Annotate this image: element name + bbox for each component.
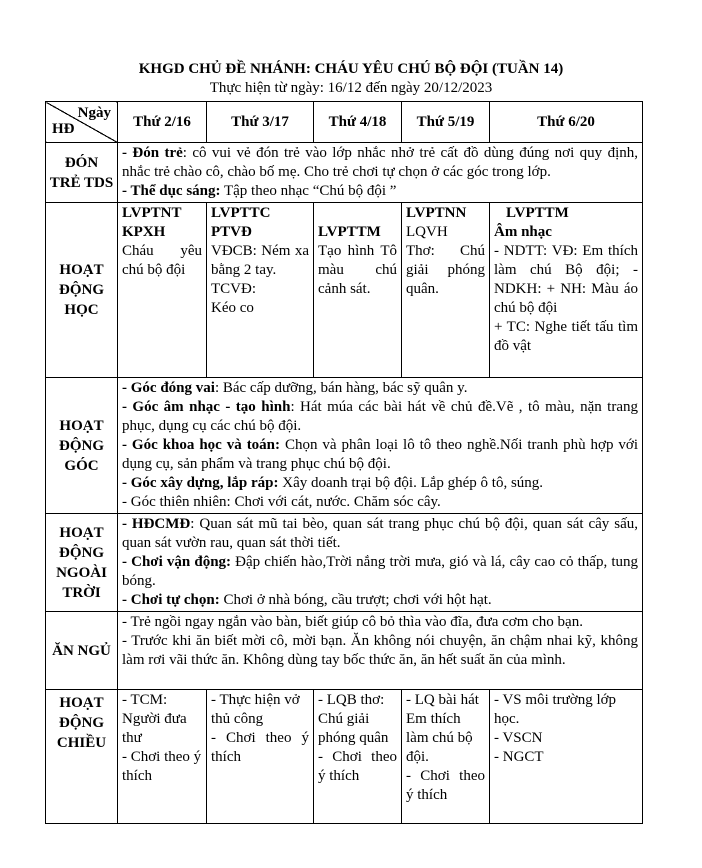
- chieu-3b: - Chơi theo ý thích: [318, 749, 397, 784]
- day-header-5: Thứ 6/20: [490, 102, 643, 143]
- goc-khoa-hoc-text: Chọn và phân loại lô tô theo nghề.Nối tranh phù hợp với dụng cụ, sản phẩm và trang phục chú bộ đội.: [122, 437, 639, 472]
- chieu-cell-1: [118, 690, 207, 824]
- hoc-subject-5b: Âm nhạc: [494, 224, 552, 240]
- row-chieu: [46, 690, 643, 824]
- goc-xay-dung-text: Xây doanh trại bộ đội. Lắp ghép ô tô, súng.: [278, 475, 544, 491]
- goc-khoa-hoc-title: - Góc khoa học và toán:: [122, 437, 281, 453]
- day-header-4: Thứ 5/19: [402, 102, 490, 143]
- hoc-cell-5: [490, 203, 643, 378]
- row-label-hoat-dong-hoc: HOẠT ĐỘNG HỌC: [46, 203, 118, 378]
- hoc-cell-2: [207, 203, 314, 378]
- row-label-hoat-dong-goc: HOẠT ĐỘNG GÓC: [46, 378, 118, 514]
- chieu-5c: - NGCT: [494, 749, 544, 765]
- chieu-cell-3: [314, 690, 402, 824]
- chieu-cell-5: [490, 690, 643, 824]
- goc-thien-nhien-text: - Góc thiên nhiên: Chơi với cát, nước. Chăm sóc cây.: [122, 494, 441, 510]
- choi-tu-chon-title: - Chơi tự chọn:: [122, 592, 220, 608]
- don-tre-title: - Đón trẻ: [122, 145, 183, 161]
- row-ngoai-troi: [46, 514, 643, 612]
- corner-day-label: Ngày: [77, 105, 111, 121]
- an-ngu-line-2: - Trước khi ăn biết mời cô, mời bạn. Ăn không nói chuyện, ăn chậm nhai kỹ, không làm rơi vãi thức ăn. Không dùng tay bốc thức ăn, ăn hết suất ăn của mình.: [122, 633, 638, 668]
- hoc-subject-4: LVPTNN: [406, 205, 467, 221]
- chieu-2b: - Chơi theo ý thích: [211, 730, 309, 765]
- choi-van-dong-title: - Chơi vận động:: [122, 554, 232, 570]
- day-header-3: Thứ 4/18: [314, 102, 402, 143]
- hoc-subject-2: LVPTTC PTVĐ: [211, 205, 271, 240]
- header-row: [46, 102, 643, 143]
- choi-van-dong-text: Đập chiến hào,Trời nắng trời mưa, gió và lá, cây cao cỏ thấp, tung bóng.: [122, 554, 638, 589]
- goc-am-nhac-text: : Hát múa các bài hát về chủ đề.Vẽ , tô màu, nặn trang phục, dụng cụ các chú bộ đội.: [122, 399, 638, 434]
- chieu-4a: - LQ bài hát Em thích làm chú bộ đội.: [406, 692, 479, 765]
- document-subtitle: Thực hiện từ ngày: 16/12 đến ngày 20/12/2023: [209, 80, 493, 96]
- hoc-cell-1: [118, 203, 207, 378]
- corner-cell: [46, 102, 118, 143]
- chieu-2a: - Thực hiện vở thủ công: [211, 692, 300, 727]
- goc-dong-vai-title: - Góc đóng vai: [122, 380, 215, 396]
- chieu-3a: - LQB thơ: Chú giải phóng quân: [318, 692, 389, 746]
- hdcmd-title: - HĐCMĐ: [122, 516, 191, 532]
- hoc-content-2c: Kéo co: [211, 300, 254, 316]
- the-duc-text: Tập theo nhạc “Chú bộ đội ”: [220, 183, 397, 199]
- document-title: KHGD CHỦ ĐỀ NHÁNH: CHÁU YÊU CHÚ BỘ ĐỘI (TUẦN 14): [138, 61, 564, 77]
- row-label-chieu: HOẠT ĐỘNG CHIỀU: [46, 690, 118, 824]
- hoc-subject-3: LVPTTM: [318, 224, 381, 240]
- goc-content: [118, 378, 643, 514]
- schedule-table: [45, 101, 643, 824]
- hoc-content-2b: TCVĐ:: [211, 281, 256, 297]
- don-tre-content: [118, 143, 643, 203]
- row-hoat-dong-goc: [46, 378, 643, 514]
- hoc-content-3: Tạo hình Tô màu chú cảnh sát.: [318, 243, 397, 297]
- row-don-tre: [46, 143, 643, 203]
- chieu-5a: - VS môi trường lớp học.: [494, 692, 617, 727]
- ngoai-troi-content: [118, 514, 643, 612]
- row-label-an-ngu: ĂN NGỦ: [46, 612, 118, 690]
- row-an-ngu: [46, 612, 643, 690]
- chieu-4b: - Chơi theo ý thích: [406, 768, 485, 803]
- hoc-cell-3: [314, 203, 402, 378]
- row-label-ngoai-troi: HOẠT ĐỘNG NGOÀI TRỜI: [46, 514, 118, 612]
- chieu-cell-4: [402, 690, 490, 824]
- hdcmd-text: : Quan sát mũ tai bèo, quan sát trang phục chú bộ đội, quan sát cây sấu, quan sát vườn rau, quan sát thời tiết.: [122, 516, 638, 551]
- hoc-subject-1: LVPTNT KPXH: [122, 205, 182, 240]
- an-ngu-line-1: - Trẻ ngồi ngay ngắn vào bàn, biết giúp cô bỏ thìa vào đĩa, đưa cơm cho bạn.: [122, 614, 583, 630]
- day-header-2: Thứ 3/17: [207, 102, 314, 143]
- hoc-content-5b: + TC: Nghe tiết tấu tìm đồ vật: [494, 319, 638, 354]
- corner-hd-label: HĐ: [52, 121, 75, 137]
- an-ngu-content: [118, 612, 643, 690]
- don-tre-text: : cô vui vẻ đón trẻ vào lớp nhắc nhở trẻ cất đồ dùng đúng nơi quy định, nhắc trẻ chào cô, chào bố mẹ. Cho trẻ chơi tự chọn ở các góc trong lớp.: [122, 145, 638, 180]
- the-duc-title: - Thể dục sáng:: [122, 183, 221, 199]
- goc-xay-dung-title: - Góc xây dựng, lắp ráp:: [122, 475, 279, 491]
- choi-tu-chon-text: Chơi ở nhà bóng, cầu trượt; chơi với hột hạt.: [219, 592, 492, 608]
- chieu-5b: - VSCN: [494, 730, 543, 746]
- hoc-content-4a: LQVH: [406, 224, 448, 240]
- hoc-content-1: Cháu yêu chú bộ đội: [122, 243, 202, 278]
- hoc-content-5a: - NDTT: VĐ: Em thích làm chú Bộ đội; - NDKH: + NH: Màu áo chú bộ đội: [494, 243, 638, 316]
- hoc-content-2a: VĐCB: Ném xa bằng 2 tay.: [211, 243, 309, 278]
- chieu-1a: - TCM: Người đưa thư: [122, 692, 187, 746]
- hoc-content-4b: Thơ: Chú giải phóng quân.: [406, 243, 485, 297]
- hoc-cell-4: [402, 203, 490, 378]
- day-header-1: Thứ 2/16: [118, 102, 207, 143]
- chieu-1b: - Chơi theo ý thích: [122, 749, 202, 784]
- goc-dong-vai-text: : Bác cấp dưỡng, bán hàng, bác sỹ quân y.: [214, 380, 468, 396]
- row-label-don-tre: ĐÓN TRẺ TDS: [46, 143, 118, 203]
- hoc-subject-5: LVPTTM: [506, 205, 569, 221]
- goc-am-nhac-title: - Góc âm nhạc - tạo hình: [122, 399, 291, 415]
- row-hoat-dong-hoc: [46, 203, 643, 378]
- chieu-cell-2: [207, 690, 314, 824]
